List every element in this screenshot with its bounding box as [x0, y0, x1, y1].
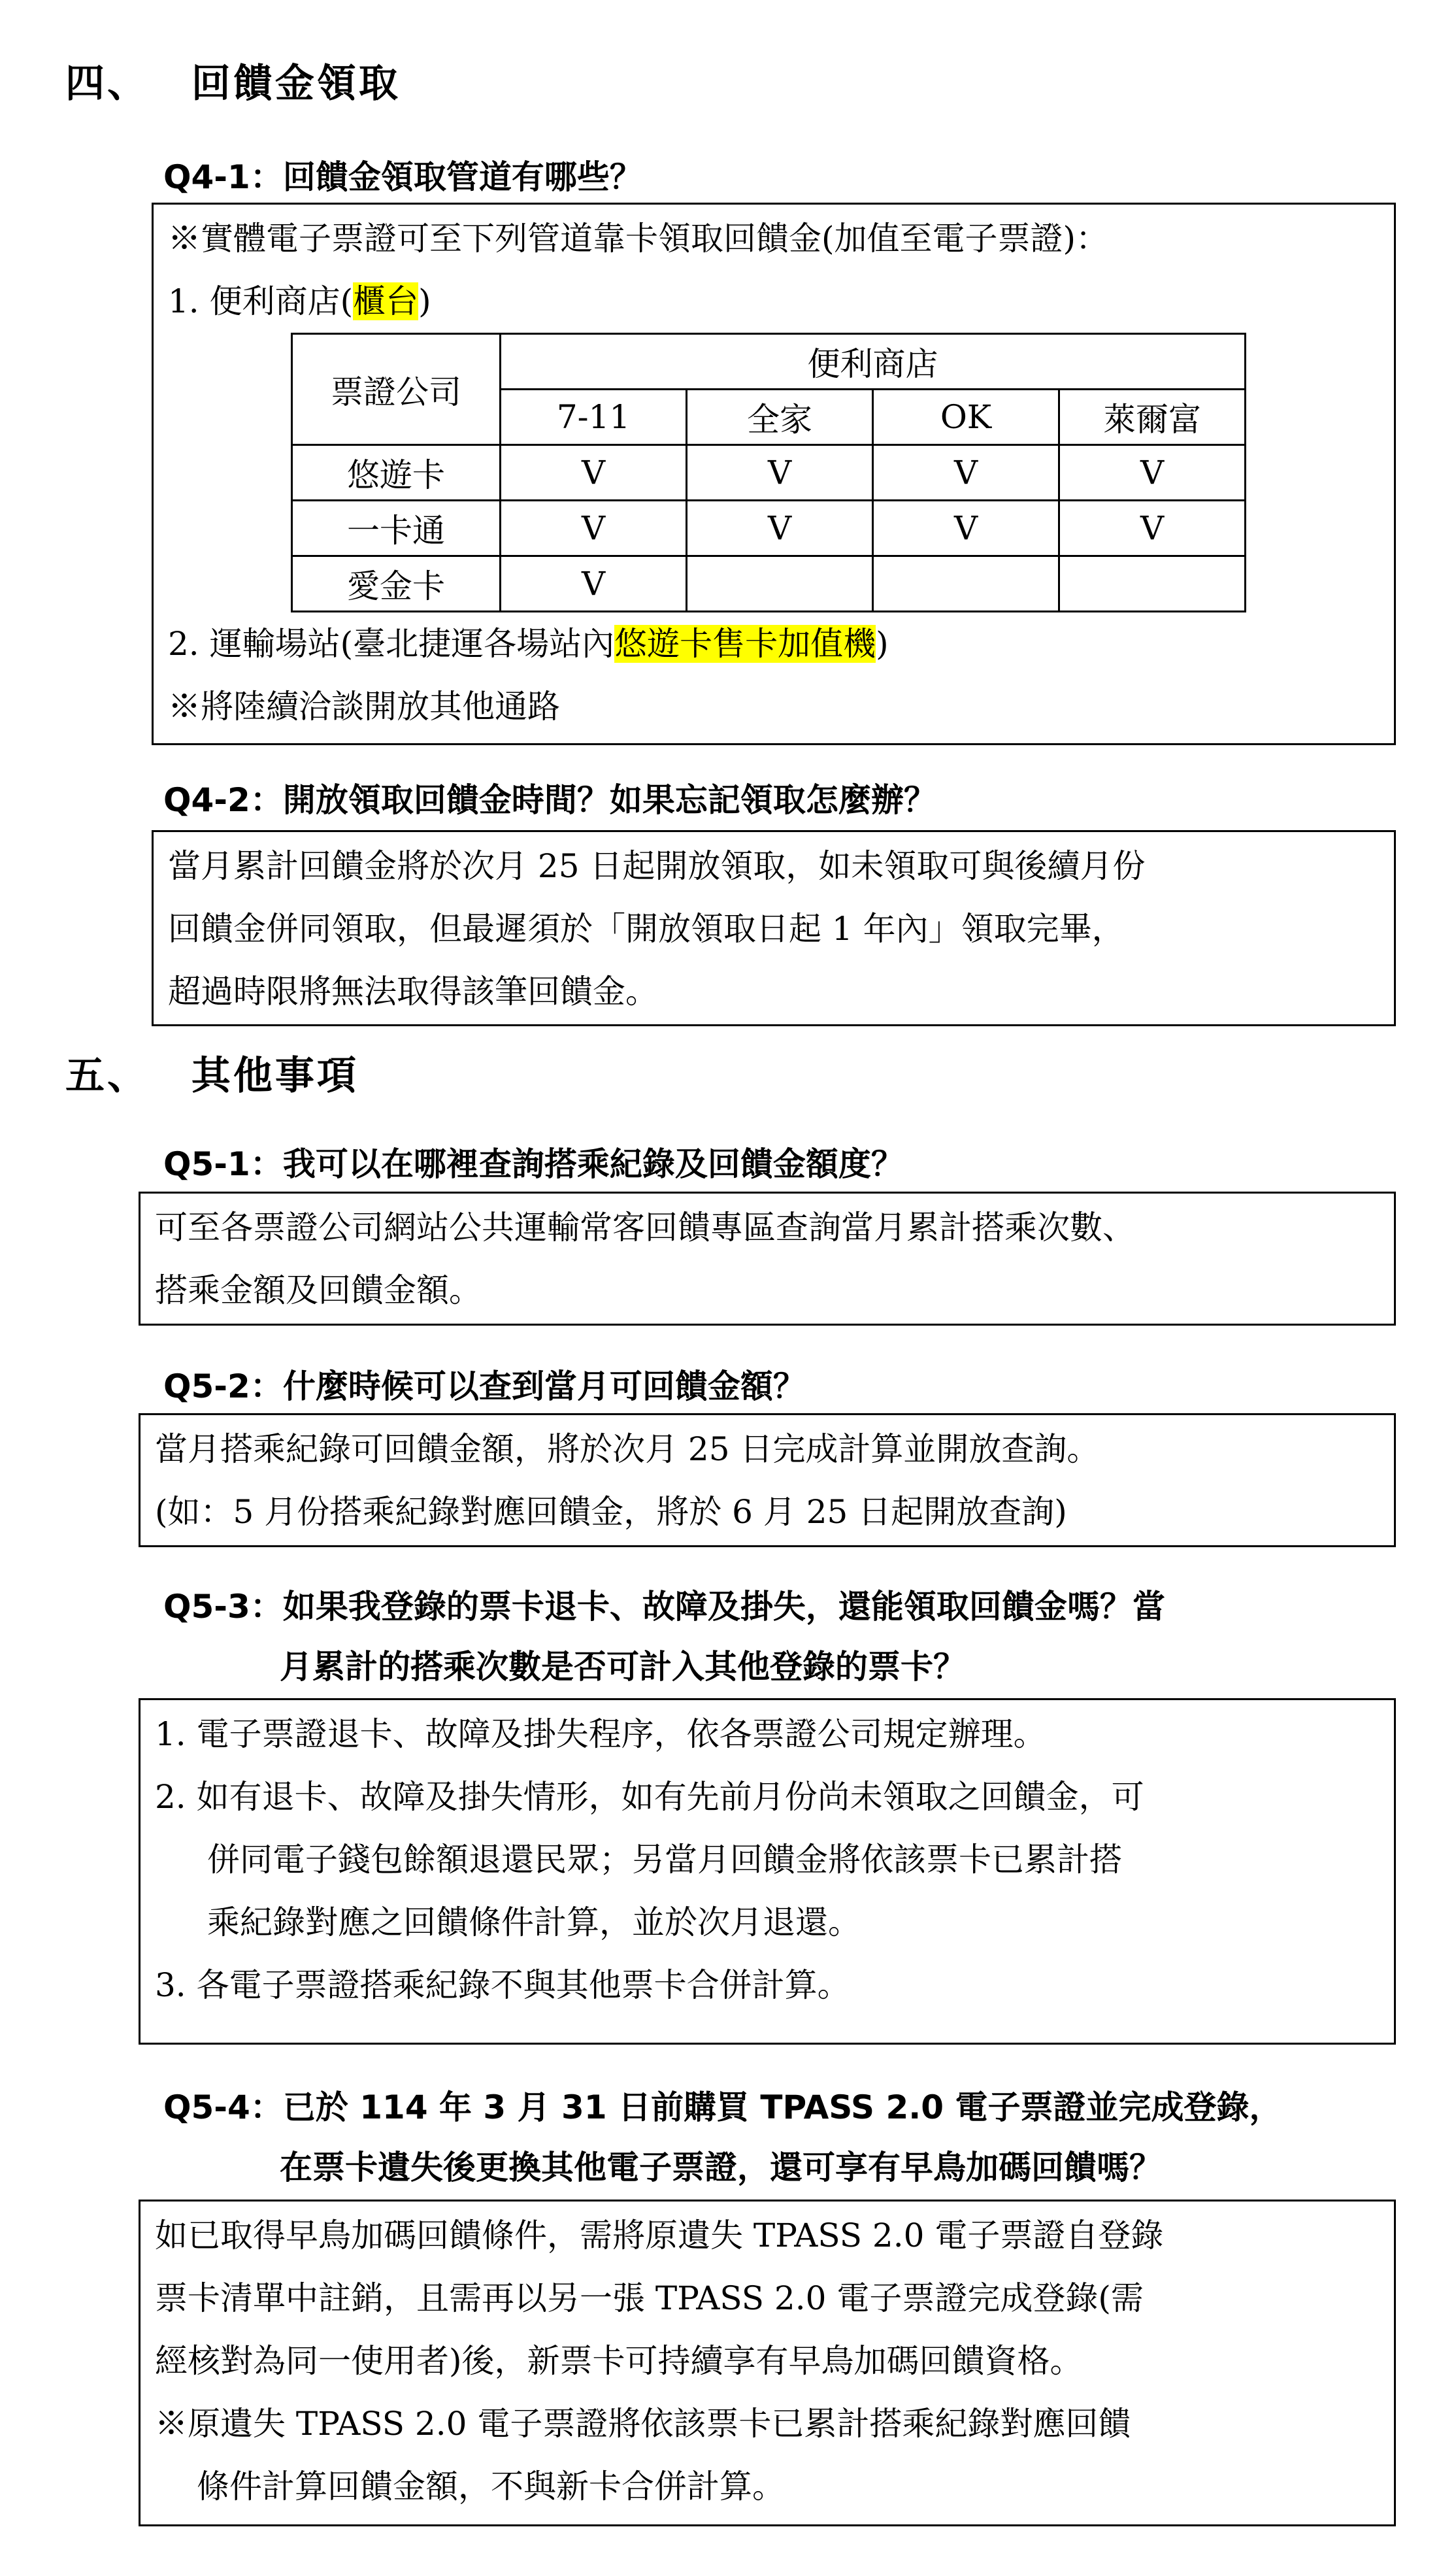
table-cell: V	[501, 501, 687, 556]
section-title: 回饋金領取	[191, 61, 401, 107]
table-cell: V	[1059, 501, 1246, 556]
question-title: Q5-1：我可以在哪裡查詢搭乘紀錄及回饋金額度？	[163, 1145, 904, 1183]
question-title: Q5-3：如果我登錄的票卡退卡、故障及掛失，還能領取回饋金嗎？當 月累計的搭乘次數是否可計入其他登錄的票卡？	[163, 1588, 1165, 1686]
answer-line: 乘紀錄對應之回饋條件計算，並於次月退還。	[207, 1903, 861, 1941]
table-row-label: 愛金卡	[292, 556, 501, 612]
answer-box	[152, 830, 1396, 1026]
answer-line: 經核對為同一使用者)後，新票卡可持續享有早鳥加碼回饋資格。	[155, 2342, 1083, 2380]
answer-line: 回饋金併同領取，但最遲須於「開放領取日起 1 年內」領取完畢，	[168, 910, 1125, 948]
section-number: 四、	[65, 61, 149, 107]
section-heading	[65, 52, 401, 109]
table-group-header: 便利商店	[501, 334, 1246, 390]
store-table	[291, 333, 1246, 612]
table-cell	[1059, 556, 1246, 612]
table-row	[292, 445, 1246, 501]
table-corner-header: 票證公司	[292, 334, 501, 445]
table-row	[292, 556, 1246, 612]
table-cell: V	[873, 501, 1059, 556]
table-cell: V	[873, 445, 1059, 501]
answer-box	[139, 1413, 1396, 1547]
answer-line: 2. 運輸場站(臺北捷運各場站內悠遊卡售卡加值機)	[168, 625, 889, 663]
table-cell: V	[501, 556, 687, 612]
answer-line: ※實體電子票證可至下列管道靠卡領取回饋金(加值至電子票證)：	[168, 220, 1109, 258]
table-row-label: 一卡通	[292, 501, 501, 556]
answer-box	[139, 1192, 1396, 1326]
table-column-header: OK	[873, 390, 1059, 445]
highlight: 悠遊卡售卡加值機	[614, 625, 876, 663]
section-title: 其他事項	[191, 1053, 359, 1099]
answer-line: 票卡清單中註銷，且需再以另一張 TPASS 2.0 電子票證完成登錄(需	[155, 2279, 1144, 2317]
answer-note: ※原遺失 TPASS 2.0 電子票證將依該票卡已累計搭乘紀錄對應回饋	[155, 2405, 1131, 2443]
table-column-header: 萊爾富	[1059, 390, 1246, 445]
question-title: Q5-2：什麼時候可以查到當月可回饋金額？	[163, 1367, 806, 1405]
table-cell	[687, 556, 873, 612]
table-column-header: 7-11	[501, 390, 687, 445]
answer-line: 如已取得早鳥加碼回饋條件，需將原遺失 TPASS 2.0 電子票證自登錄	[155, 2217, 1164, 2254]
answer-box	[152, 203, 1396, 745]
answer-line: 可至各票證公司網站公共運輸常客回饋專區查詢當月累計搭乘次數、	[155, 1209, 1135, 1247]
table-column-header: 全家	[687, 390, 873, 445]
table-row-label: 悠遊卡	[292, 445, 501, 501]
question-title: Q4-2：開放領取回饋金時間？如果忘記領取怎麼辦？	[163, 781, 936, 819]
highlight: 櫃台	[353, 282, 419, 320]
answer-line: 超過時限將無法取得該筆回饋金。	[168, 973, 658, 1011]
table-cell: V	[501, 445, 687, 501]
answer-line: 1. 電子票證退卡、故障及掛失程序，依各票證公司規定辦理。	[155, 1715, 1046, 1753]
question-title: Q4-1：回饋金領取管道有哪些？	[163, 158, 642, 196]
answer-line: 當月累計回饋金將於次月 25 日起開放領取，如未領取可與後續月份	[168, 847, 1146, 885]
answer-line: 併同電子錢包餘額退還民眾；另當月回饋金將依該票卡已累計搭	[207, 1841, 1122, 1879]
answer-line: (如：5 月份搭乘紀錄對應回饋金，將於 6 月 25 日起開放查詢)	[155, 1493, 1067, 1531]
answer-line: 搭乘金額及回饋金額。	[155, 1271, 482, 1309]
table-cell: V	[687, 445, 873, 501]
section-number: 五、	[65, 1053, 149, 1099]
table-cell: V	[687, 501, 873, 556]
answer-note: ※將陸續洽談開放其他通路	[168, 688, 560, 726]
answer-box	[139, 2200, 1396, 2526]
answer-box	[139, 1698, 1396, 2045]
table-cell	[873, 556, 1059, 612]
table-cell: V	[1059, 445, 1246, 501]
section-heading	[65, 1045, 359, 1101]
answer-line: 當月搭乘紀錄可回饋金額，將於次月 25 日完成計算並開放查詢。	[155, 1430, 1100, 1468]
answer-line: 2. 如有退卡、故障及掛失情形，如有先前月份尚未領取之回饋金，可	[155, 1778, 1144, 1816]
answer-line: 1. 便利商店(櫃台)	[168, 282, 431, 320]
answer-note: 條件計算回饋金額，不與新卡合併計算。	[197, 2468, 785, 2505]
question-title: Q5-4：已於 114 年 3 月 31 日前購買 TPASS 2.0 電子票證並完成登錄， 在票卡遺失後更換其他電子票證，還可享有早鳥加碼回饋嗎？	[163, 2088, 1282, 2186]
table-row	[292, 501, 1246, 556]
answer-line: 3. 各電子票證搭乘紀錄不與其他票卡合併計算。	[155, 1966, 850, 2004]
